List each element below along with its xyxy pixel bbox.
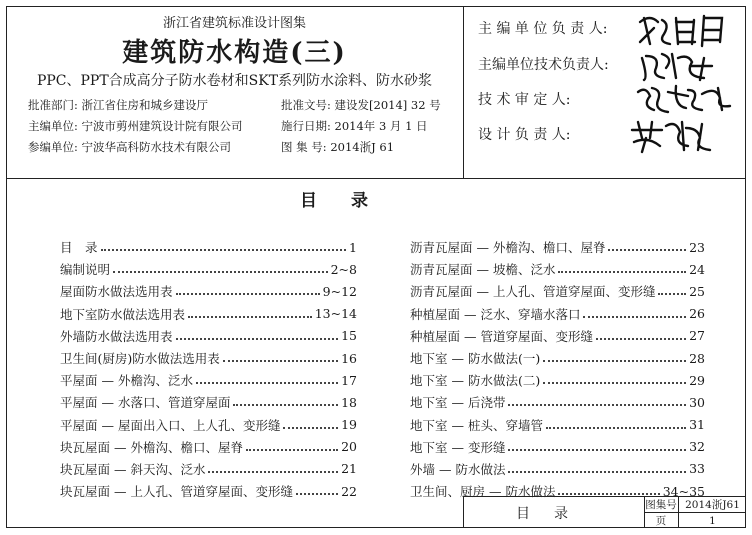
- toc-entry-title: 目 录: [60, 240, 98, 256]
- toc-entry-title: 卫生间(厨房)防水做法选用表: [60, 351, 220, 367]
- header-divider: [6, 178, 746, 179]
- toc-entry-page: 1: [349, 239, 357, 255]
- toc-entry-title: 块瓦屋面 — 外檐沟、檐口、屋脊: [60, 439, 243, 455]
- title-block: [463, 496, 746, 528]
- toc-entry-title: 块瓦屋面 — 斜天沟、泛水: [60, 461, 206, 477]
- responsibility-row: [478, 54, 628, 74]
- toc-entry[interactable]: [60, 258, 357, 280]
- toc-entry[interactable]: [410, 458, 705, 480]
- toc-entry-page: 17: [341, 372, 357, 388]
- toc-right-column: [410, 236, 705, 502]
- atlas-subtitle: PPC、PPT合成高分子防水卷材和SKT系列防水涂料、防水砂浆: [36, 73, 433, 89]
- responsibility-label: 主 编 单 位 负 责 人:: [478, 21, 608, 37]
- toc-entry-title: 外墙 — 防水做法: [410, 461, 506, 477]
- approval-unit: 批准部门: 浙江省住房和城乡建设厅: [28, 98, 209, 112]
- effective-date: 施行日期: 2014年 3 月 1 日: [281, 119, 428, 133]
- toc-entry[interactable]: [410, 236, 705, 258]
- toc-entry-title: 沥青瓦屋面 — 坡檐、泛水: [410, 262, 556, 278]
- dot-leader: [113, 271, 328, 273]
- toc-entry-title: 地下室 — 防水做法(二): [410, 373, 541, 389]
- toc-entry-page: 23: [689, 239, 705, 255]
- dot-leader: [223, 360, 338, 362]
- toc-entry[interactable]: [410, 347, 705, 369]
- atlas-number: 图 集 号: 2014浙J 61: [281, 140, 395, 154]
- toc-entry[interactable]: [410, 280, 705, 302]
- dot-leader: [546, 427, 686, 429]
- toc-entry[interactable]: [60, 280, 357, 302]
- toc-entry-title: 种植屋面 — 管道穿屋面、变形缝: [410, 328, 593, 344]
- handwritten-signature-4: [626, 116, 726, 156]
- toc-entry-page: 22: [341, 483, 357, 499]
- toc-entry-title: 平屋面 — 水落口、管道穿屋面: [60, 395, 231, 411]
- toc-entry-page: 32: [689, 439, 705, 455]
- toc-entry-page: 29: [689, 372, 705, 388]
- page-number: 1: [709, 514, 716, 527]
- toc-entry[interactable]: [410, 303, 705, 325]
- toc-entry-page: 16: [341, 350, 357, 366]
- participating-unit: 参编单位: 宁波华高科防水技术有限公司: [28, 140, 232, 154]
- toc-entry-title: 屋面防水做法选用表: [60, 284, 173, 300]
- dot-leader: [508, 449, 686, 451]
- toc-entry-page: 28: [689, 350, 705, 366]
- responsibility-label: 主编单位技术负责人:: [478, 57, 609, 73]
- responsibility-label: 技 术 审 定 人:: [478, 92, 571, 108]
- toc-heading: 目 录: [300, 191, 368, 211]
- handwritten-signature-2: [632, 48, 727, 84]
- responsibility-label: 设 计 负 责 人:: [478, 127, 571, 143]
- toc-entry[interactable]: [60, 436, 357, 458]
- toc-entry-page: 24: [689, 261, 705, 277]
- toc-entry[interactable]: [410, 325, 705, 347]
- atlas-title: 建筑防水构造(三): [122, 38, 347, 68]
- toc-entry-page: 33: [689, 461, 705, 477]
- dot-leader: [208, 471, 338, 473]
- toc-entry[interactable]: [60, 369, 357, 391]
- toc-entry[interactable]: [60, 391, 357, 413]
- toc-entry[interactable]: [60, 325, 357, 347]
- toc-entry-page: 9~12: [322, 283, 357, 299]
- header-info-panel: [6, 6, 463, 178]
- dot-leader: [196, 382, 338, 384]
- toc-entry-title: 平屋面 — 屋面出入口、上人孔、变形缝: [60, 417, 281, 433]
- dot-leader: [508, 471, 686, 473]
- responsibility-row: [478, 89, 628, 109]
- responsibility-row: [478, 18, 628, 38]
- toc-entry[interactable]: [60, 414, 357, 436]
- toc-entry[interactable]: [410, 258, 705, 280]
- dot-leader: [583, 316, 686, 318]
- toc-entry[interactable]: [60, 458, 357, 480]
- handwritten-signature-3: [632, 82, 742, 116]
- series-name: 浙江省建筑标准设计图集: [162, 16, 306, 31]
- toc-entry[interactable]: [60, 480, 357, 502]
- toc-entry-page: 31: [689, 417, 705, 433]
- dot-leader: [283, 427, 338, 429]
- dot-leader: [101, 249, 347, 251]
- toc-entry-title: 沥青瓦屋面 — 上人孔、管道穿屋面、变形缝: [410, 284, 656, 300]
- dot-leader: [508, 404, 686, 406]
- toc-entry-title: 外墙防水做法选用表: [60, 328, 173, 344]
- toc-entry[interactable]: [60, 303, 357, 325]
- toc-left-column: [60, 236, 357, 502]
- title-block-name: 目录: [464, 497, 645, 528]
- toc-entry[interactable]: [60, 236, 357, 258]
- toc-entry[interactable]: [410, 436, 705, 458]
- handwritten-signature-1: [632, 10, 737, 50]
- dot-leader: [543, 382, 686, 384]
- page-label: 页: [644, 513, 679, 528]
- toc-entry[interactable]: [410, 369, 705, 391]
- toc-entry-title: 平屋面 — 外檐沟、泛水: [60, 373, 193, 389]
- toc-entry-title: 地下室 — 桩头、穿墙管: [410, 417, 543, 433]
- dot-leader: [176, 338, 339, 340]
- toc-entry-title: 地下室 — 防水做法(一): [410, 351, 541, 367]
- toc-entry-title: 块瓦屋面 — 上人孔、管道穿屋面、变形缝: [60, 484, 293, 500]
- responsibility-row: [478, 124, 628, 144]
- toc-entry-title: 沥青瓦屋面 — 外檐沟、檐口、屋脊: [410, 240, 606, 256]
- dot-leader: [543, 360, 686, 362]
- toc-entry-page: 21: [341, 461, 357, 477]
- toc-entry-page: 19: [341, 417, 357, 433]
- toc-entry-title: 编制说明: [60, 262, 111, 278]
- responsibility-panel: [464, 6, 745, 178]
- toc-entry[interactable]: [60, 347, 357, 369]
- toc-entry-title: 卫生间、厨房 — 防水做法: [410, 484, 556, 500]
- toc-entry-title: 种植屋面 — 泛水、穿墙水落口: [410, 306, 581, 322]
- toc-entry-title: 地下室防水做法选用表: [60, 306, 186, 322]
- toc-entry-page: 18: [341, 394, 357, 410]
- toc-entry-page: 13~14: [314, 306, 357, 322]
- toc-entry-page: 20: [341, 439, 357, 455]
- dot-leader: [658, 293, 686, 295]
- frame-right-border: [745, 6, 746, 528]
- dot-leader: [233, 404, 338, 406]
- toc-entry-title: 地下室 — 变形缝: [410, 439, 506, 455]
- toc-entry-page: 2~8: [330, 261, 357, 277]
- toc-entry-page: 27: [689, 328, 705, 344]
- toc-entry[interactable]: [410, 414, 705, 436]
- toc-entry-page: 15: [341, 328, 357, 344]
- dot-leader: [296, 493, 338, 495]
- chief-editor-unit: 主编单位: 宁波市剪州建筑设计院有限公司: [28, 119, 243, 133]
- dot-leader: [246, 449, 338, 451]
- toc-entry-page: 26: [689, 306, 705, 322]
- dot-leader: [188, 316, 312, 318]
- toc-entry-page: 30: [689, 394, 705, 410]
- dot-leader: [608, 249, 686, 251]
- atlas-number-value: 2014浙J61: [679, 497, 746, 513]
- dot-leader: [558, 493, 659, 495]
- dot-leader: [558, 271, 686, 273]
- toc-entry[interactable]: [410, 391, 705, 413]
- toc-entry-page: 34~35: [662, 483, 705, 499]
- toc-entry-title: 地下室 — 后浇带: [410, 395, 506, 411]
- approval-number: 批准文号: 建设发[2014] 32 号: [281, 98, 441, 112]
- dot-leader: [176, 293, 320, 295]
- toc-entry-page: 25: [689, 283, 705, 299]
- dot-leader: [596, 338, 686, 340]
- atlas-number-label: 图集号: [644, 497, 679, 513]
